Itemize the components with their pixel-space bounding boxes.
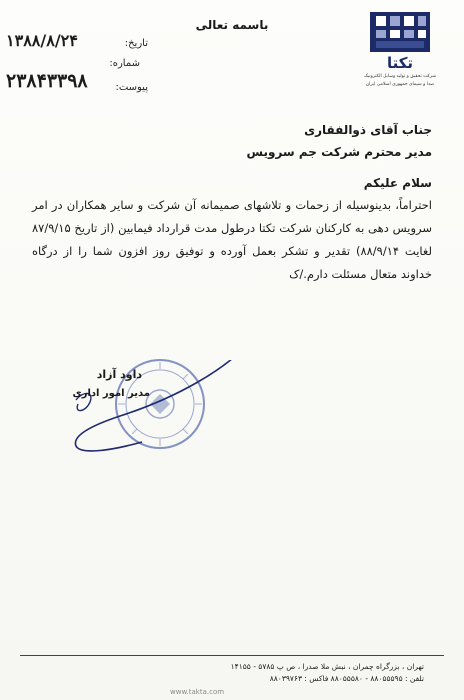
signature-block xyxy=(60,360,260,470)
date-label: تاریخ: xyxy=(124,38,148,49)
letter-footer xyxy=(20,655,444,696)
greeting: سلام علیکم xyxy=(363,176,432,190)
attachment-label: پیوست: xyxy=(115,82,148,93)
logo-wordmark: تکتا xyxy=(386,54,414,72)
takta-logo-icon xyxy=(368,10,432,72)
addressee-name: جناب آقای ذوالفقاری xyxy=(304,123,432,137)
signature-scribble-icon xyxy=(60,360,260,470)
addressee-block xyxy=(247,119,432,163)
company-logo xyxy=(350,10,450,88)
body-paragraph: احتراماً، بدینوسیله از زحمات و تلاشهای صمیمانه آن شرکت و سایر همکاران در امر سرویس دهی به کارکنان شرکت تکتا درطول مدت قرارداد فیمابین (از تاریخ ۸۷/۹/۱۵ لغایت ۸۸/۹/۱۴) تقدیر و تشکر بعمل آورده و توفیق روز افزون شما را از درگاه خداوند متعال مسئلت دارم./ک xyxy=(32,198,432,281)
company-tagline-1: شرکت تحقیق و تولید وسایل الکترونیک xyxy=(363,74,437,79)
addressee-title: مدیر محترم شرکت جم سرویس xyxy=(246,145,432,159)
footer-phones: تلفن : ۸۸۰۵۵۵۹۵ - ۸۸۰۵۵۵۸۰ فاکس : ۸۸۰۳۹۷۶۳ xyxy=(269,674,424,683)
company-tagline-2: صدا و سیمای جمهوری اسلامی ایران xyxy=(365,82,435,87)
letter-heading: باسمه تعالی xyxy=(195,18,269,32)
reference-number: ۲۳۸۴۳۳۹۸ xyxy=(6,70,88,92)
footer-website[interactable]: www.takta.com xyxy=(170,688,225,696)
letter-body xyxy=(32,176,432,286)
footer-address: تهران ، بزرگراه چمران ، نبش ملا صدرا ، ص پ ۵۷۸۵ - ۱۴۱۵۵ xyxy=(230,662,424,671)
date-value: ۱۳۸۸/۸/۲۴ xyxy=(6,31,78,50)
number-label: شماره: xyxy=(109,58,140,69)
signatory-role: مدیر امور اداری xyxy=(72,388,150,399)
signatory-name: داود آزاد xyxy=(96,368,142,381)
